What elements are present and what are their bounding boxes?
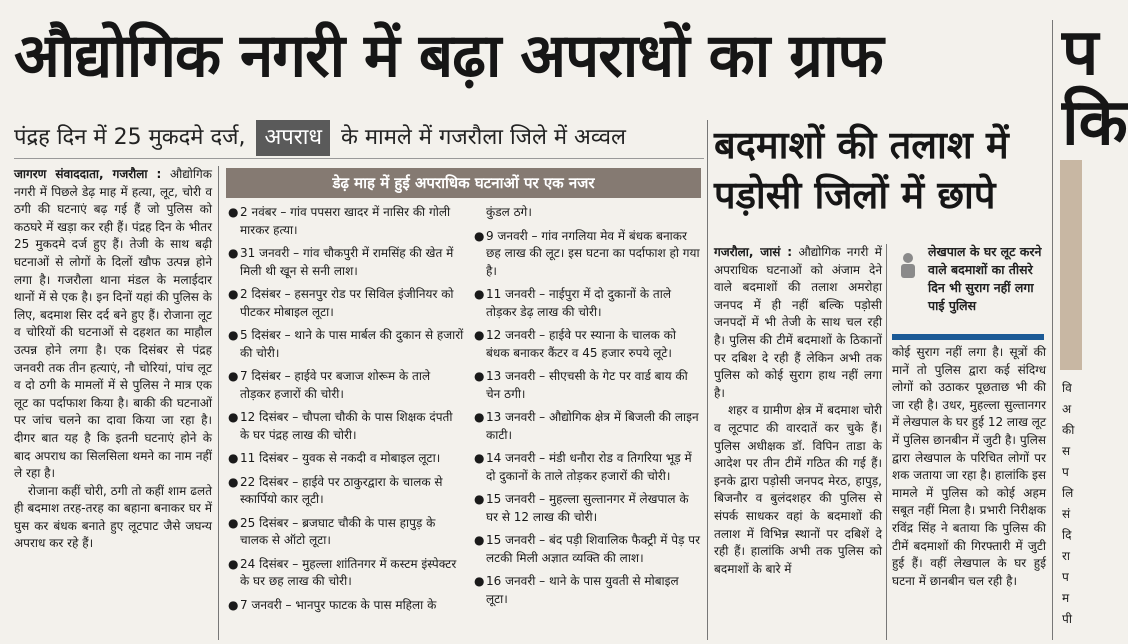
side-divider bbox=[886, 244, 887, 640]
timeline-left-list bbox=[228, 204, 464, 642]
callout-bar bbox=[892, 334, 1044, 340]
timeline-item: ● 2 दिसंबर – हसनपुर रोड पर सिविल इंजीनियर को पीटकर मोबाइल लूटा। bbox=[228, 287, 454, 319]
person-icon bbox=[894, 251, 922, 279]
side-article-col-b bbox=[892, 344, 1046, 640]
edge-divider bbox=[1052, 20, 1053, 640]
callout-text: लेखपाल के घर लूट करने वाले बदमाशों का तीसरे दिन भी सुराग नहीं लगा पाई पुलिस bbox=[928, 244, 1042, 313]
timeline-item: ● 7 जनवरी – भानपुर फाटक के पास महिला के bbox=[228, 597, 437, 612]
side-byline: गजरौला, जासं : bbox=[714, 245, 793, 259]
timeline-item: ● 14 जनवरी – मंडी धनौरा रोड व तिगरिया भूड़ में दो दुकानों के ताले तोड़कर हजारों की चोरी। bbox=[474, 451, 692, 483]
timeline-item: ● 24 दिसंबर – मुहल्ला शांतिनगर में कस्टम इंस्पेक्टर के घर छह लाख की चोरी। bbox=[228, 556, 457, 588]
subheadline bbox=[14, 120, 704, 156]
timeline-item: ● 5 दिसंबर – थाने के पास मार्बल की दुकान से हजारों की चोरी। bbox=[228, 328, 464, 360]
subheadline-after: के मामले में गजरौला जिले में अव्वल bbox=[341, 125, 626, 150]
main-body-2: रोजाना कहीं चोरी, ठगी तो कहीं शाम ढलते ही बदमाश तरह-तरह का बहाना बनाकर घर में घुस कर बंधक बनाते हुए लूटपाट जैसे जघन्य अपराध कर रहे हैं। bbox=[14, 483, 212, 551]
timeline-item: ● 11 जनवरी – नाईपुरा में दो दुकानों के ताले तोड़कर डेढ़ लाख की चोरी। bbox=[474, 287, 671, 319]
side-body-2: शहर व ग्रामीण क्षेत्र में बदमाश चोरी व लूटपाट की वारदातें कर चुके हैं। पुलिस अधीक्षक डॉ. विपिन ताडा के आदेश पर तीन टीमें गठित की गई हैं। इनके द्वारा पड़ोसी जनपद मेरठ, हापुड़, बिजनौर व बुलंदशहर की पुलिस से संपर्क साधकर वहां के बदमाशों की तलाश में विभिन्न स्थानों पर दबिशें दे रही हैं। हालांकि अभी तक पुलिस को बदमाशों के बारे में bbox=[714, 403, 882, 576]
subheadline-before: पंद्रह दिन में 25 मुकदमे दर्ज, bbox=[14, 125, 246, 150]
timeline-item: ● 13 जनवरी – सीएचसी के गेट पर वार्ड बाय की चेन ठगी। bbox=[474, 369, 688, 401]
side-body-3: कोई सुराग नहीं लगा है। सूत्रों की मानें तो पुलिस द्वारा कई संदिग्ध लोगों को उठाकर पूछताछ भी की जा रही है। उधर, मुहल्ला सुल्तानगर में लेखपाल के घर हुई 12 लाख लूट में पुलिस छानबीन में जुटी है। पुलिस द्वारा लेखपाल के परिचित लोगों पर शक जताया जा रहा है। हालांकि इस मामले में पुलिस को कोई अहम सबूत नहीं मिला है। प्रभारी निरीक्षक रविंद्र सिंह ने बताया कि पुलिस की टीमें बदमाशों की गिरफ्तारी में जुटी हुई हैं। वहीं लेखपाल के घर हुई घटना में छानबीन चल रही है। bbox=[892, 345, 1046, 588]
timeline-item: ● 13 जनवरी – औद्योगिक क्षेत्र में बिजली की लाइन काटी। bbox=[474, 410, 699, 442]
timeline-continuation: कुंडल ठगे। bbox=[486, 205, 532, 219]
timeline-item: ● 7 दिसंबर – हाईवे पर बजाज शोरूम के ताले तोड़कर हजारों की चोरी। bbox=[228, 369, 431, 401]
edge-head-mid: कि bbox=[1062, 86, 1128, 160]
timeline-item: ● 22 दिसंबर – हाईवे पर ठाकुरद्वारा के चालक से स्कार्पियो कार लूटी। bbox=[228, 474, 443, 506]
edge-head-top: प bbox=[1062, 16, 1099, 90]
main-article bbox=[14, 166, 212, 642]
timeline-right-list bbox=[474, 204, 700, 642]
timeline-item: ● 12 जनवरी – हाईवे पर स्याना के चालक को बंधक बनाकर कैंटर व 45 हजार रुपये लूटे। bbox=[474, 328, 676, 360]
side-body: औद्योगिक नगरी में अपराधिक घटनाओं को अंजाम देने वाले बदमाशों की तलाश अमरोहा जनपद में ही नहीं बल्कि पड़ोसी जनपदों में भी तेजी के साथ चल रही है। पुलिस की टीमें बदमाशों के ठिकानों पर दबिश दे रही हैं लेकिन अभी तक पुलिस को कोई सुराग हाथ नहीं लगा है। bbox=[714, 245, 882, 400]
timeline-item: ● 31 जनवरी – गांव चौकपुरी में रामसिंह की खेत में मिली थी खून से सनी लाश। bbox=[228, 246, 454, 278]
timeline-item: ● 25 दिसंबर – ब्रजघाट चौकी के पास हापुड़ के चालक से ऑटो लूटा। bbox=[228, 515, 436, 547]
section-divider bbox=[707, 120, 708, 640]
side-callout bbox=[892, 243, 1044, 323]
side-headline: बदमाशों की तलाश में पड़ोसी जिलों में छापे bbox=[714, 123, 1009, 217]
edge-text: वि अ की स प लि सं दि रा प म पी bbox=[1062, 381, 1075, 626]
timeline-title: डेढ़ माह में हुई अपराधिक घटनाओं पर एक नजर bbox=[226, 168, 701, 198]
subheadline-tag: अपराध bbox=[256, 120, 330, 156]
timeline-item: ● 9 जनवरी – गांव नगलिया मेव में बंधक बनाकर छह लाख की लूट। इस घटना का पर्दाफाश हो गया है। bbox=[474, 228, 700, 278]
timeline-item: ● 16 जनवरी – थाने के पास युवती से मोबाइल लूटा। bbox=[474, 574, 679, 606]
main-byline: जागरण संवाददाता, गजरौला : bbox=[14, 167, 162, 181]
headline: औद्योगिक नगरी में बढ़ा अपराधों का ग्राफ bbox=[14, 21, 883, 91]
timeline-item: ● 12 दिसंबर – चौपला चौकी के पास शिक्षक दंपती के घर पंद्रह लाख की चोरी। bbox=[228, 410, 453, 442]
subhead-rule bbox=[14, 158, 704, 159]
timeline-item: ● 15 जनवरी – मुहल्ला सुल्तानगर में लेखपाल के घर से 12 लाख की चोरी। bbox=[474, 492, 689, 524]
timeline-item: ● 11 दिसंबर – युवक से नकदी व मोबाइल लूटा। bbox=[228, 451, 441, 465]
column-divider bbox=[218, 166, 219, 640]
main-body: औद्योगिक नगरी में पिछले डेढ़ माह में हत्या, लूट, चोरी व ठगी की घटनाएं बढ़ गई हैं जो पुलिस को कठघरे में खड़ा कर रही हैं। पंद्रह दिन के भीतर 25 मुकदमे दर्ज हुए हैं। तेजी के साथ बढ़ी घटनाओं से लोगों के दिलों खौफ उत्पन्न होने लगा है। गजरौला थाना मंडल के मलाईदार थानों में से एक है। इन दिनों यहां की पुलिस के लिए, बदमाश सिर दर्द बने हुए हैं। रोजाना लूट व चोरियों की घटनाओं से दहशत का माहौल उत्पन्न होने लगा है। एक दिसंबर से पंद्रह जनवरी तक तीन हत्याएं, नौ चोरियां, पांच लूट व दो ठगी के मामलों में से पुलिस ने मात्र एक लूट का पर्दाफाश किया है। बाकी की घटनाओं पर जांच चलने का दावा किया जा रहा है। दीगर बात यह है कि इतनी घटनाएं होने के बाद अपराध का सिलसिला थमने का नाम नहीं ले रहा है। bbox=[14, 167, 212, 481]
side-article-col-a bbox=[714, 244, 882, 640]
timeline-item: ● 15 जनवरी – बंद पड़ी शिवालिक फैक्ट्री में पेड़ पर लटकी मिली अज्ञात व्यक्ति की लाश। bbox=[474, 533, 701, 565]
edge-photo bbox=[1060, 160, 1082, 370]
timeline-item: ● 2 नवंबर – गांव पपसरा खादर में नासिर की गोली मारकर हत्या। bbox=[228, 205, 451, 237]
